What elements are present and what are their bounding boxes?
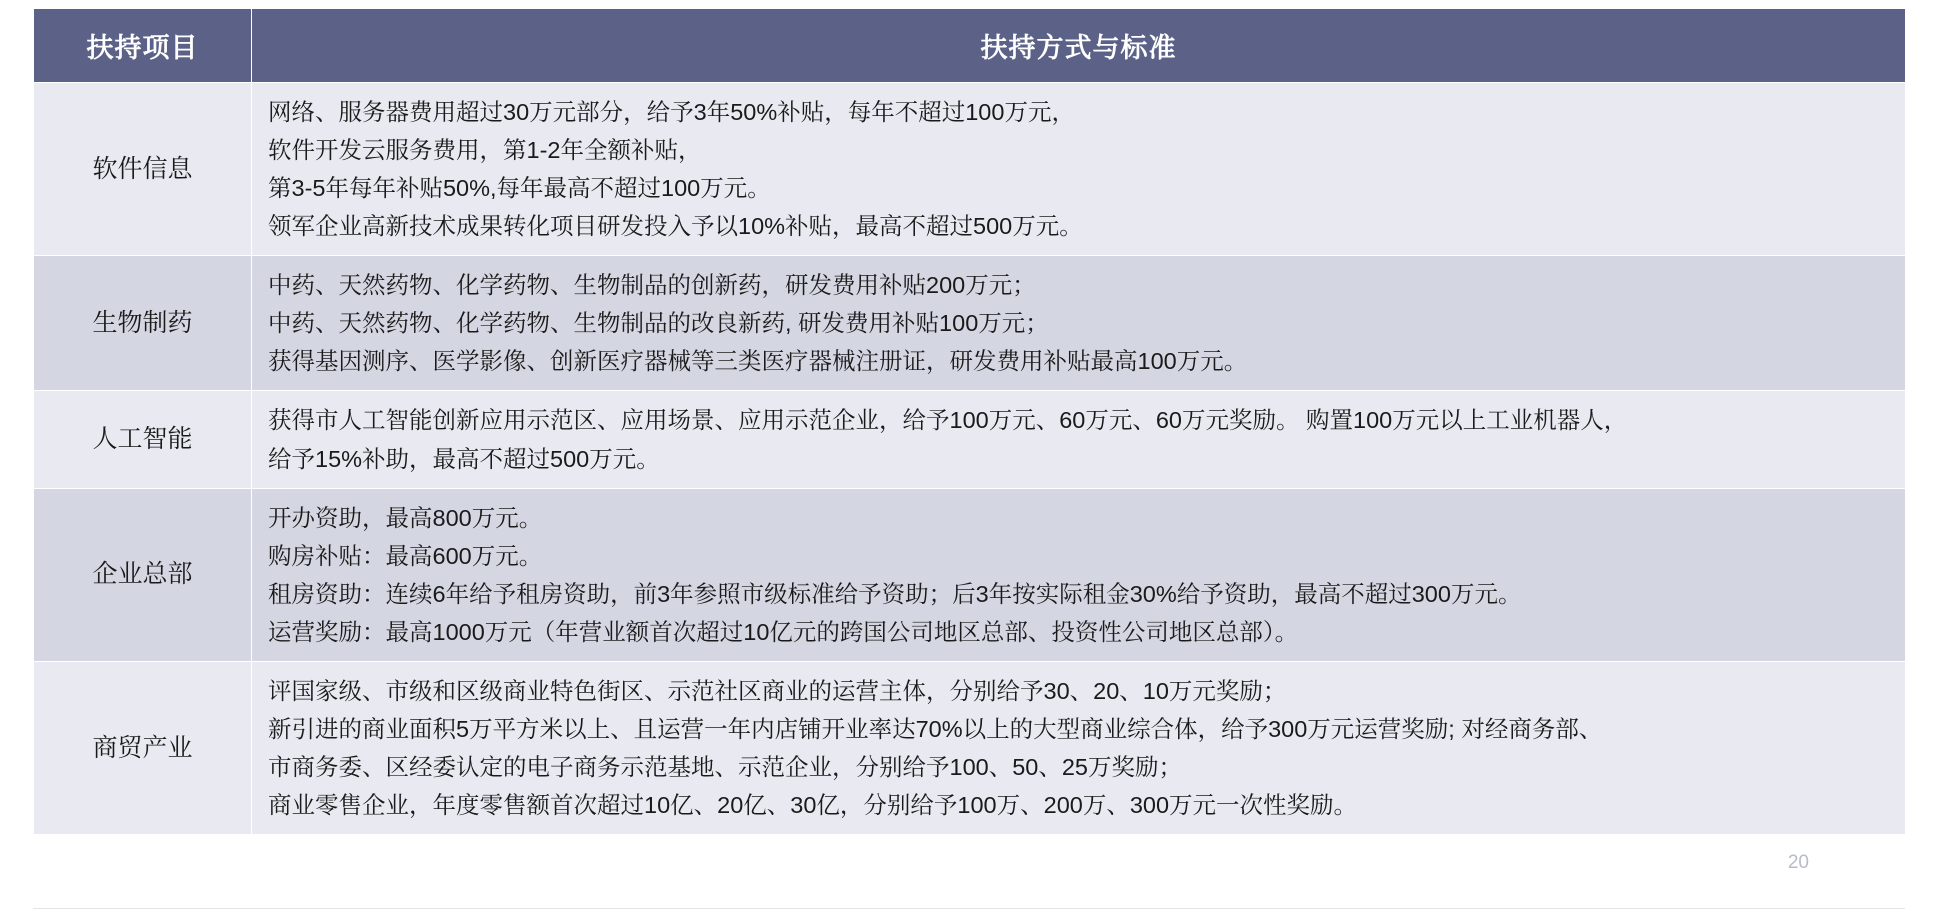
column-header-standard: 扶持方式与标准 [252,9,1906,83]
row-detail-headquarters [252,488,1906,661]
detail-line: 第3-5年每年补贴50%,每年最高不超过100万元。 [268,175,771,202]
detail-line: 购房补贴：最高600万元。 [268,542,543,569]
detail-line: 网络、服务器费用超过30万元部分，给予3年50%补贴，每年不超过100万元， [268,99,1075,125]
table-row [34,83,1906,256]
detail-line: 中药、天然药物、化学药物、生物制品的改良新药, 研发费用补贴100万元； [268,310,1049,337]
detail-line: 软件开发云服务费用，第1-2年全额补贴， [268,137,702,164]
detail-line: 新引进的商业面积5万平方米以上、且运营一年内店铺开业率达70%以上的大型商业综合体，给予300万元运营奖励; 对经商务部、 [268,715,1603,742]
support-policy-table-container [33,8,1905,835]
bottom-divider [33,908,1905,909]
row-item-headquarters: 企业总部 [34,488,252,661]
row-detail-biopharma [252,256,1906,391]
detail-line: 评国家级、市级和区级商业特色街区、示范社区商业的运营主体，分别给予30、20、10万元奖励； [268,677,1287,704]
detail-line: 获得市人工智能创新应用示范区、应用场景、应用示范企业，给予100万元、60万元、60万元奖励。 购置100万元以上工业机器人， [268,407,1628,434]
row-item-ai: 人工智能 [34,391,252,488]
column-header-item: 扶持项目 [34,9,252,83]
table-row [34,391,1906,488]
table-header-row [34,9,1906,83]
row-item-commerce: 商贸产业 [34,661,252,834]
table-header [34,9,1906,83]
detail-line: 市商务委、区经委认定的电子商务示范基地、示范企业，分别给予100、50、25万奖励； [268,753,1182,780]
table-body [34,83,1906,835]
table-row [34,488,1906,661]
page-number: 20 [1787,852,1809,873]
detail-line: 给予15%补助，最高不超过500万元。 [268,445,660,472]
detail-line: 运营奖励：最高1000万元（年营业额首次超过10亿元的跨国公司地区总部、投资性公司地区总部）。 [268,618,1299,645]
row-item-software: 软件信息 [34,83,252,256]
table-row [34,256,1906,391]
detail-line: 开办资助，最高800万元。 [268,504,543,531]
row-detail-software [252,83,1906,256]
detail-line: 商业零售企业，年度零售额首次超过10亿、20亿、30亿，分别给予100万、200万、300万元一次性奖励。 [268,792,1358,818]
support-policy-table [33,8,1906,835]
detail-line: 租房资助：连续6年给予租房资助，前3年参照市级标准给予资助；后3年按实际租金30%给予资助，最高不超过300万元。 [268,580,1522,607]
row-detail-ai [252,391,1906,488]
detail-line: 获得基因测序、医学影像、创新医疗器械等三类医疗器械注册证，研发费用补贴最高100万元。 [268,348,1248,375]
row-detail-commerce [252,661,1906,834]
table-row [34,661,1906,834]
detail-line: 领军企业高新技术成果转化项目研发投入予以10%补贴，最高不超过500万元。 [268,213,1083,240]
detail-line: 中药、天然药物、化学药物、生物制品的创新药，研发费用补贴200万元； [268,272,1036,299]
row-item-biopharma: 生物制药 [34,256,252,391]
